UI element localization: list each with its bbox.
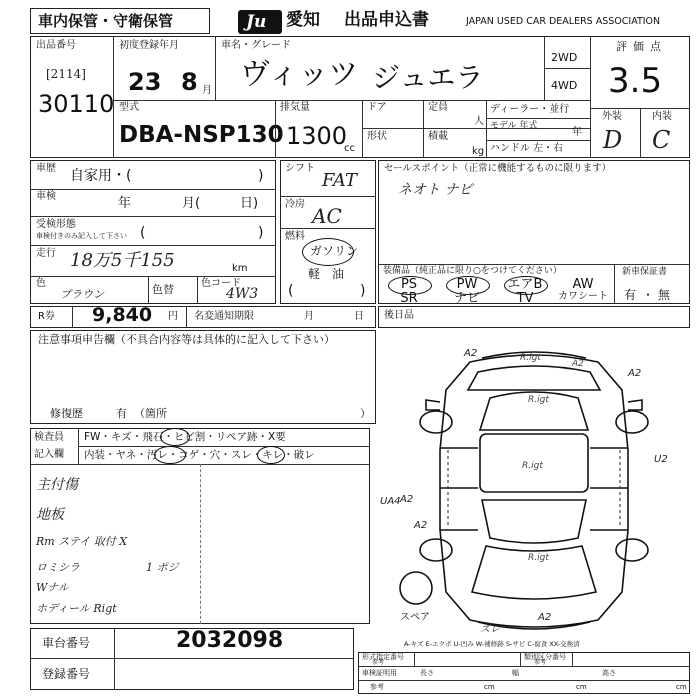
repair-label: 修復歴 bbox=[50, 407, 83, 420]
footer-box2b: 参考 bbox=[534, 659, 547, 666]
drive-4wd: 4WD bbox=[551, 79, 578, 92]
receive-form-sub: 車検付きのみ記入して下さい bbox=[36, 232, 127, 240]
drive-2wd: 2WD bbox=[551, 51, 578, 64]
handle-label: ハンドル 左・右 bbox=[490, 143, 564, 154]
warranty-label: 新車保証書 bbox=[622, 267, 668, 277]
recycle-value: 9,840 bbox=[92, 304, 153, 326]
car-diagram bbox=[378, 330, 690, 650]
equipment-label: 装備品（純正品に限り○をつけてください） bbox=[383, 266, 562, 276]
inspector-row-2: 内装・ヤネ・汚レ・コゲ・穴・スレ・キレ・破レ bbox=[84, 449, 315, 461]
score-value: 3.5 bbox=[608, 61, 663, 101]
footer-height: 高さ bbox=[602, 669, 616, 677]
history-close: ) bbox=[258, 168, 264, 184]
recycle-label: R券 bbox=[38, 311, 55, 322]
inspector-label-2: 記入欄 bbox=[34, 449, 64, 460]
fuel-diesel: 軽 油 bbox=[308, 267, 345, 281]
rear-items-block bbox=[378, 306, 690, 328]
damage-mark: A2 bbox=[628, 368, 642, 379]
form-title: 出品申込書 bbox=[344, 10, 429, 30]
diagram-spare-label: スペア bbox=[400, 612, 430, 623]
mileage-unit: km bbox=[232, 263, 248, 274]
footer-width: 幅 bbox=[512, 669, 519, 677]
damage-mark: ズレ bbox=[480, 624, 500, 635]
svg-text:A2: A2 bbox=[572, 359, 584, 369]
mileage-label: 走行 bbox=[36, 248, 56, 259]
storage-label: 車内保管・守衛保管 bbox=[38, 12, 174, 30]
fuel-gas: ガソリン bbox=[310, 244, 359, 258]
svg-text:R.igt: R.igt bbox=[522, 461, 543, 471]
displacement-value: 1300 bbox=[286, 122, 348, 150]
equipment-circle bbox=[388, 276, 432, 295]
inspector-note-3: Rm ステイ 取付 X bbox=[36, 535, 128, 548]
warranty-sep: ・ bbox=[642, 288, 655, 302]
car-rear-window bbox=[482, 500, 586, 543]
inspector-note-4: ロミシラ 1 ポジ bbox=[36, 561, 179, 574]
car-grade: ジュエラ bbox=[372, 61, 484, 94]
doors-label: ドア bbox=[367, 102, 387, 113]
repair-yes: 有 bbox=[116, 407, 127, 420]
wheel-rear-left bbox=[420, 539, 452, 561]
inspection-day: 日) bbox=[240, 196, 259, 211]
inspection-month: 月( bbox=[182, 196, 201, 211]
model-type-value: DBA-NSP130 bbox=[119, 122, 284, 148]
equipment-item: PW bbox=[456, 277, 478, 292]
svg-text:R.igt: R.igt bbox=[528, 395, 549, 405]
inspector-row-1: FW・キズ・飛石・ヒビ割・リペア跡・X要 bbox=[84, 431, 286, 443]
equipment-item: カワシート bbox=[558, 291, 608, 302]
circle-tobiishi bbox=[160, 428, 190, 446]
exterior-label: 外装 bbox=[602, 111, 622, 122]
inspector-note-5: Wナル bbox=[36, 581, 69, 594]
inspection-label: 車検 bbox=[36, 191, 56, 202]
svg-text:R.igt: R.igt bbox=[520, 353, 541, 363]
displacement-unit: cc bbox=[344, 143, 355, 154]
inspector-note-6: ホディール Rigt bbox=[36, 602, 117, 615]
mileage-value: 18万5千155 bbox=[70, 250, 175, 271]
circle-sure bbox=[257, 446, 285, 464]
model-year-label: モデル 年式 bbox=[490, 121, 538, 131]
inspection-year: 年 bbox=[118, 196, 132, 211]
inspector-label-1: 検査員 bbox=[34, 432, 64, 443]
interior-label: 内装 bbox=[652, 111, 672, 122]
receive-form-close: ) bbox=[258, 225, 264, 241]
loading-label: 積載 bbox=[428, 131, 448, 142]
car-name: ヴィッツ bbox=[240, 57, 359, 92]
recycle-unit: 円 bbox=[168, 311, 178, 322]
inspector-note-2: 地板 bbox=[36, 507, 64, 523]
damage-mark: UA4 bbox=[380, 496, 401, 507]
color-code-label: 色コード bbox=[201, 278, 241, 289]
damage-mark: A2 bbox=[464, 348, 478, 359]
name-change-label: 名変通知期限 bbox=[194, 311, 254, 322]
first-reg-label: 初度登録年月 bbox=[119, 40, 179, 51]
fuel-paren-open: ( bbox=[288, 283, 294, 299]
warranty-yes: 有 bbox=[624, 288, 637, 302]
lot-label: 出品番号 bbox=[36, 40, 76, 51]
chassis-label: 車台番号 bbox=[42, 636, 91, 650]
first-reg-year: 23 bbox=[128, 68, 162, 96]
capacity-unit: 人 bbox=[474, 116, 484, 127]
circle-yogore bbox=[154, 446, 186, 464]
shape-label: 形状 bbox=[367, 131, 387, 142]
dealer-label: ディーラー・並行 bbox=[490, 104, 570, 115]
equipment-circle bbox=[504, 276, 548, 295]
diagram-legend: A-キズ E-エクボ U-凹み W-補修跡 S-サビ C-腐食 XX-交換済 bbox=[404, 640, 580, 648]
sales-point-note: ネオト ナビ bbox=[398, 182, 473, 198]
svg-text:R.igt: R.igt bbox=[528, 553, 549, 563]
score-label: 評価点 bbox=[616, 40, 667, 53]
interior-grade: C bbox=[652, 126, 671, 154]
lot-sub-number: [2114] bbox=[46, 67, 86, 81]
ju-logo bbox=[238, 10, 282, 34]
fuel-label: 燃料 bbox=[285, 231, 305, 242]
footer-length: 長さ bbox=[420, 669, 434, 677]
equipment-item: AW bbox=[572, 277, 594, 292]
name-change-month: 月 bbox=[304, 311, 314, 322]
first-reg-month-unit: 月 bbox=[202, 85, 212, 96]
footer-cm-1: cm bbox=[484, 683, 495, 691]
displacement-label: 排気量 bbox=[280, 102, 310, 113]
footer-row1: 車検証明用 bbox=[362, 669, 397, 677]
damage-mark: A2 bbox=[400, 494, 414, 505]
registration-label: 登録番号 bbox=[42, 667, 91, 681]
lot-number: 30110 bbox=[38, 90, 115, 118]
shift-value: FAT bbox=[322, 170, 357, 191]
ac-value: AC bbox=[312, 204, 342, 228]
equipment-item: エアB bbox=[507, 277, 543, 292]
chassis-value: 2032098 bbox=[176, 628, 284, 653]
equipment-item: SR bbox=[400, 291, 418, 306]
wheel-rear-right bbox=[616, 539, 648, 561]
footer-box1: 形式指定番号 bbox=[362, 653, 404, 661]
notes-label: 注意事項申告欄（不具合内容等は具体的に記入して下さい） bbox=[38, 333, 335, 346]
wheel-front-left bbox=[420, 411, 452, 433]
footer-cm-3: cm bbox=[676, 683, 687, 691]
rear-label: 後日品 bbox=[384, 310, 414, 321]
sales-point-label: セールスポイント（正常に機能するものに限ります） bbox=[384, 163, 612, 174]
damage-mark: U2 bbox=[654, 454, 668, 465]
name-change-day: 日 bbox=[354, 311, 364, 322]
car-hood bbox=[468, 366, 600, 390]
footer-box2: 類別区分番号 bbox=[524, 653, 566, 661]
history-label: 車歴 bbox=[36, 163, 56, 174]
footer-cm-2: cm bbox=[576, 683, 587, 691]
inspector-note-1: 主付傷 bbox=[36, 477, 78, 493]
equipment-item: TV bbox=[516, 291, 534, 306]
damage-mark: A2 bbox=[414, 520, 428, 531]
warranty-no: 無 bbox=[658, 288, 671, 302]
equipment-item: ナビ bbox=[453, 291, 480, 306]
loading-unit: kg bbox=[472, 146, 485, 157]
color-label: 色 bbox=[36, 278, 46, 289]
receive-form-paren: ( bbox=[140, 225, 146, 241]
equipment-item: PS bbox=[400, 277, 418, 292]
logo-text: Ju bbox=[246, 12, 267, 32]
color-value: ブラウン bbox=[60, 288, 104, 301]
wheel-front-right bbox=[616, 411, 648, 433]
receive-form-label: 受検形態 bbox=[36, 219, 76, 230]
color-code: 4W3 bbox=[226, 286, 259, 302]
first-reg-month: 8 bbox=[181, 68, 198, 96]
model-type-label: 型式 bbox=[119, 102, 139, 113]
shift-label: シフト bbox=[285, 163, 315, 174]
equipment-circle bbox=[446, 276, 490, 295]
car-name-label: 車名・グレード bbox=[221, 40, 291, 51]
spare-tire bbox=[400, 572, 432, 604]
fuel-paren-close: ) bbox=[360, 283, 366, 299]
footer-box1b: 参考 bbox=[372, 659, 385, 666]
assoc-name: JAPAN USED CAR DEALERS ASSOCIATION bbox=[466, 16, 661, 27]
ac-label: 冷房 bbox=[285, 199, 305, 210]
history-value: 自家用・( bbox=[70, 168, 132, 184]
color-change-label: 色替 bbox=[152, 283, 174, 296]
org-name: 愛知 bbox=[286, 10, 320, 30]
damage-mark: A2 bbox=[538, 612, 552, 623]
footer-row2: 参考 bbox=[370, 683, 384, 691]
year-unit: 年 bbox=[572, 127, 582, 138]
repair-close: （箇所 bbox=[134, 407, 167, 420]
capacity-label: 定員 bbox=[428, 102, 448, 113]
exterior-grade: D bbox=[603, 126, 623, 154]
repair-end: ） bbox=[360, 407, 371, 420]
